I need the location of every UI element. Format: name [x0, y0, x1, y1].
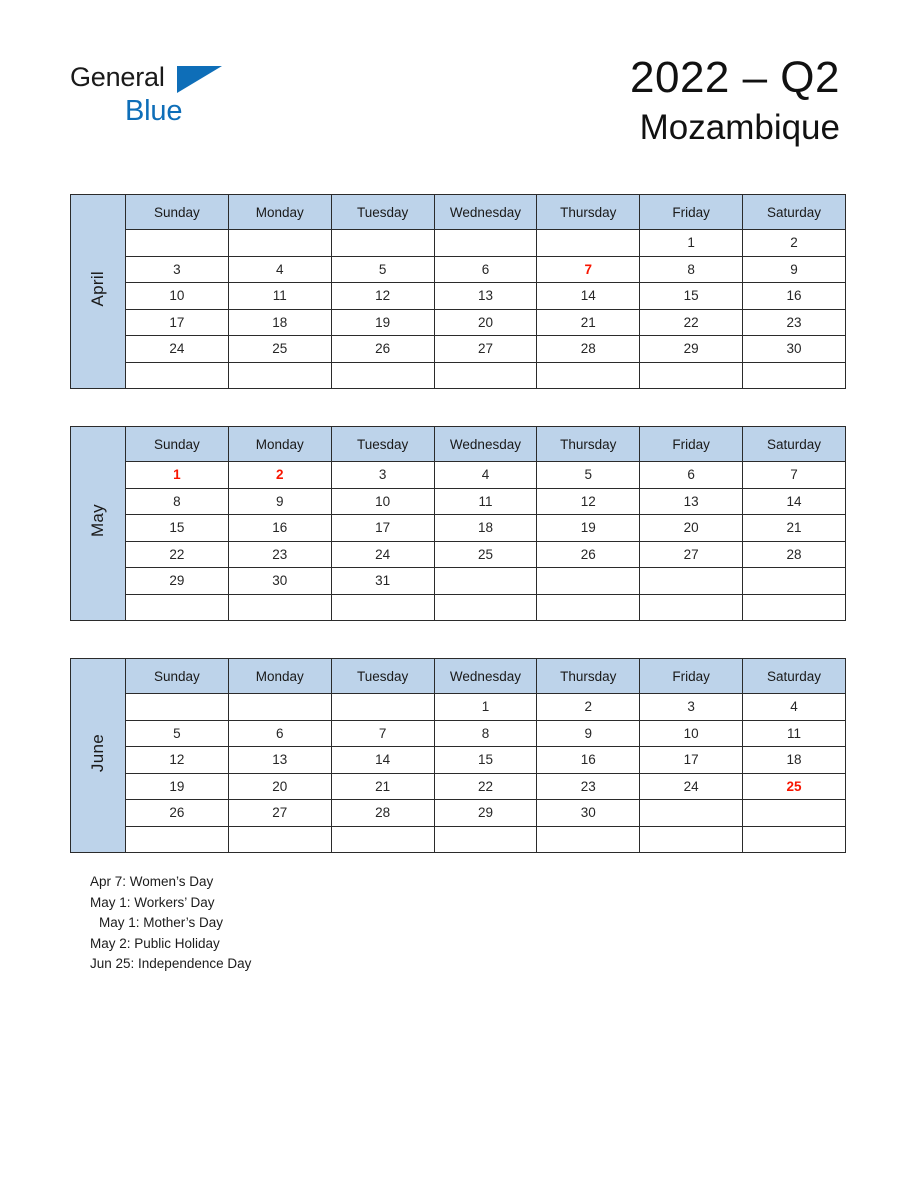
calendar-day-empty [228, 826, 331, 853]
weekday-header-row [71, 659, 846, 694]
calendar-day-empty [126, 362, 229, 389]
weekday-header-sunday: Sunday [126, 195, 229, 230]
calendar-day-cell[interactable]: 19 [537, 515, 640, 542]
calendar-day-cell[interactable]: 20 [434, 309, 537, 336]
weekday-header-thursday: Thursday [537, 659, 640, 694]
calendar-day-cell[interactable]: 15 [126, 515, 229, 542]
calendar-day-cell[interactable]: 28 [331, 800, 434, 827]
calendar-day-cell[interactable]: 27 [228, 800, 331, 827]
calendar-day-cell[interactable]: 13 [640, 488, 743, 515]
calendar-day-cell[interactable]: 11 [743, 720, 846, 747]
calendar-week-row [71, 515, 846, 542]
month-label-cell [71, 195, 126, 389]
calendar-day-empty [640, 594, 743, 621]
calendar-table [70, 658, 846, 853]
calendar-week-row [71, 720, 846, 747]
calendar-day-empty [434, 568, 537, 595]
weekday-header-saturday: Saturday [743, 195, 846, 230]
calendar-day-cell[interactable]: 22 [126, 541, 229, 568]
brand-logo [70, 60, 300, 130]
calendar-week-row [71, 256, 846, 283]
legend-item: May 2: Public Holiday [90, 935, 220, 951]
calendar-day-empty [537, 826, 640, 853]
weekday-header-friday: Friday [640, 195, 743, 230]
weekday-header-tuesday: Tuesday [331, 195, 434, 230]
weekday-header-monday: Monday [228, 195, 331, 230]
calendar-week-row [71, 309, 846, 336]
calendar-week-row [71, 541, 846, 568]
weekday-header-row [71, 195, 846, 230]
calendar-day-cell[interactable]: 17 [126, 309, 229, 336]
calendar-day-cell[interactable]: 15 [640, 283, 743, 310]
calendar-day-cell[interactable]: 17 [640, 747, 743, 774]
calendar-day-empty [537, 362, 640, 389]
calendar-day-cell[interactable]: 26 [126, 800, 229, 827]
calendar-day-cell[interactable]: 27 [640, 541, 743, 568]
weekday-header-tuesday: Tuesday [331, 427, 434, 462]
calendar-day-cell[interactable]: 21 [537, 309, 640, 336]
calendar-day-cell[interactable]: 22 [434, 773, 537, 800]
calendar-day-cell[interactable]: 4 [228, 256, 331, 283]
calendar-day-cell[interactable]: 26 [537, 541, 640, 568]
calendar-day-cell[interactable]: 2 [743, 230, 846, 257]
weekday-header-thursday: Thursday [537, 195, 640, 230]
month-label-cell [71, 659, 126, 853]
calendar-day-cell[interactable]: 19 [331, 309, 434, 336]
calendar-day-cell[interactable]: 24 [126, 336, 229, 363]
calendar-day-cell[interactable]: 21 [743, 515, 846, 542]
calendar-day-cell[interactable]: 1 [434, 694, 537, 721]
calendar-day-cell[interactable]: 1 [640, 230, 743, 257]
calendar-day-cell[interactable]: 22 [640, 309, 743, 336]
month-name: June [88, 733, 107, 773]
title-block [630, 52, 840, 150]
calendar-day-cell[interactable]: 10 [331, 488, 434, 515]
calendar-table [70, 194, 846, 389]
brand-name-blue: Blue [125, 95, 183, 127]
calendar-day-empty [331, 694, 434, 721]
calendar-day-cell[interactable]: 5 [331, 256, 434, 283]
page-title: 2022 – Q2 [630, 53, 840, 102]
calendar-day-empty [126, 594, 229, 621]
calendar-day-empty [126, 694, 229, 721]
calendar-day-cell[interactable]: 20 [228, 773, 331, 800]
month-label-cell [71, 427, 126, 621]
weekday-header-wednesday: Wednesday [434, 659, 537, 694]
calendar-day-cell[interactable]: 9 [228, 488, 331, 515]
calendar-day-cell[interactable]: 16 [228, 515, 331, 542]
calendar-week-row [71, 800, 846, 827]
calendar-day-cell[interactable]: 3 [126, 256, 229, 283]
calendar-day-cell[interactable]: 18 [228, 309, 331, 336]
calendar-day-cell[interactable]: 8 [434, 720, 537, 747]
calendar-day-empty [126, 826, 229, 853]
page-header [0, 0, 918, 180]
month-name: April [88, 271, 107, 307]
page-subtitle: Mozambique [639, 108, 840, 147]
calendar-day-empty [743, 826, 846, 853]
calendar-day-cell[interactable]: 3 [331, 462, 434, 489]
calendar-week-row [71, 826, 846, 853]
calendar-week-row [71, 594, 846, 621]
calendar-day-empty [640, 362, 743, 389]
calendar-day-cell[interactable]: 10 [126, 283, 229, 310]
calendar-day-cell[interactable]: 20 [640, 515, 743, 542]
calendar-day-cell[interactable]: 30 [743, 336, 846, 363]
calendar-day-cell[interactable]: 1 [126, 462, 229, 489]
calendar-day-cell[interactable]: 7 [331, 720, 434, 747]
calendar-day-cell[interactable]: 24 [331, 541, 434, 568]
calendar-day-cell[interactable]: 6 [640, 462, 743, 489]
calendar-day-cell[interactable]: 29 [126, 568, 229, 595]
calendar-day-empty [331, 362, 434, 389]
calendar-week-row [71, 462, 846, 489]
calendar-week-row [71, 362, 846, 389]
calendar-day-empty [537, 230, 640, 257]
calendar-day-empty [743, 568, 846, 595]
calendar-day-cell[interactable]: 6 [228, 720, 331, 747]
calendar-day-cell[interactable]: 2 [537, 694, 640, 721]
legend-item: May 1: Mother’s Day [99, 915, 224, 930]
calendar-day-cell[interactable]: 16 [743, 283, 846, 310]
calendar-day-cell[interactable]: 5 [537, 462, 640, 489]
calendar-day-cell[interactable]: 13 [228, 747, 331, 774]
calendar-day-cell[interactable]: 27 [434, 336, 537, 363]
calendar-day-empty [228, 694, 331, 721]
calendar-day-cell[interactable]: 17 [331, 515, 434, 542]
calendar-day-cell[interactable]: 25 [434, 541, 537, 568]
calendar-day-cell[interactable]: 11 [434, 488, 537, 515]
calendar-day-cell[interactable]: 9 [537, 720, 640, 747]
calendar-day-cell[interactable]: 4 [434, 462, 537, 489]
calendar-day-cell[interactable]: 23 [228, 541, 331, 568]
calendar-week-row [71, 568, 846, 595]
calendar-day-cell[interactable]: 30 [228, 568, 331, 595]
calendar-day-cell[interactable]: 28 [743, 541, 846, 568]
calendar-day-cell[interactable]: 7 [743, 462, 846, 489]
calendar-day-cell[interactable]: 25 [743, 773, 846, 800]
weekday-header-wednesday: Wednesday [434, 195, 537, 230]
calendar-day-cell[interactable]: 12 [537, 488, 640, 515]
calendar-month-june [70, 658, 846, 853]
calendar-day-empty [743, 362, 846, 389]
calendar-day-cell[interactable]: 14 [331, 747, 434, 774]
calendar-day-empty [126, 230, 229, 257]
calendar-day-cell[interactable]: 29 [434, 800, 537, 827]
calendar-week-row [71, 488, 846, 515]
calendar-day-cell[interactable]: 31 [331, 568, 434, 595]
calendar-day-cell[interactable]: 23 [537, 773, 640, 800]
calendar-day-empty [434, 230, 537, 257]
calendar-day-cell[interactable]: 6 [434, 256, 537, 283]
calendar-day-cell[interactable]: 14 [743, 488, 846, 515]
calendar-day-cell[interactable]: 10 [640, 720, 743, 747]
legend-item: Jun 25: Independence Day [90, 956, 252, 971]
calendar-day-empty [640, 568, 743, 595]
calendar-day-cell[interactable]: 8 [126, 488, 229, 515]
calendar-day-empty [640, 800, 743, 827]
calendar-day-empty [228, 362, 331, 389]
calendar-day-empty [434, 594, 537, 621]
holiday-legend [90, 872, 590, 975]
calendar-day-cell[interactable]: 2 [228, 462, 331, 489]
brand-name-general: General [70, 62, 165, 92]
calendar-day-cell[interactable]: 5 [126, 720, 229, 747]
legend-item: Apr 7: Women’s Day [90, 874, 214, 889]
calendar-day-empty [640, 826, 743, 853]
calendar-week-row [71, 747, 846, 774]
legend-item: May 1: Workers’ Day [90, 894, 215, 910]
calendar-day-cell[interactable]: 30 [537, 800, 640, 827]
calendar-day-cell[interactable]: 12 [126, 747, 229, 774]
calendar-day-cell[interactable]: 18 [743, 747, 846, 774]
calendar-week-row [71, 230, 846, 257]
calendar-day-cell[interactable]: 21 [331, 773, 434, 800]
weekday-header-row [71, 427, 846, 462]
weekday-header-sunday: Sunday [126, 659, 229, 694]
calendar-week-row [71, 336, 846, 363]
calendar-day-empty [331, 594, 434, 621]
weekday-header-sunday: Sunday [126, 427, 229, 462]
calendar-day-empty [743, 594, 846, 621]
calendar-day-cell[interactable]: 3 [640, 694, 743, 721]
weekday-header-saturday: Saturday [743, 659, 846, 694]
calendar-day-cell[interactable]: 16 [537, 747, 640, 774]
calendar-day-empty [228, 230, 331, 257]
calendar-day-cell[interactable]: 13 [434, 283, 537, 310]
weekday-header-monday: Monday [228, 659, 331, 694]
weekday-header-friday: Friday [640, 659, 743, 694]
calendar-month-may [70, 426, 846, 621]
calendar-day-empty [537, 594, 640, 621]
calendar-day-cell[interactable]: 14 [537, 283, 640, 310]
calendar-week-row [71, 694, 846, 721]
calendar-day-empty [228, 594, 331, 621]
calendar-table [70, 426, 846, 621]
calendar-day-empty [434, 362, 537, 389]
calendar-day-cell[interactable]: 7 [537, 256, 640, 283]
calendar-day-cell[interactable]: 4 [743, 694, 846, 721]
calendar-day-cell[interactable]: 29 [640, 336, 743, 363]
triangle-icon [177, 66, 222, 93]
calendar-day-cell[interactable]: 8 [640, 256, 743, 283]
calendar-day-empty [331, 230, 434, 257]
calendar-day-cell[interactable]: 24 [640, 773, 743, 800]
calendar-day-empty [434, 826, 537, 853]
weekday-header-wednesday: Wednesday [434, 427, 537, 462]
weekday-header-saturday: Saturday [743, 427, 846, 462]
calendar-day-empty [331, 826, 434, 853]
month-name: May [88, 504, 107, 538]
calendar-day-cell[interactable]: 18 [434, 515, 537, 542]
calendar-day-cell[interactable]: 15 [434, 747, 537, 774]
calendar-day-cell[interactable]: 11 [228, 283, 331, 310]
calendar-day-cell[interactable]: 9 [743, 256, 846, 283]
calendar-day-empty [743, 800, 846, 827]
calendar-month-april [70, 194, 846, 389]
weekday-header-monday: Monday [228, 427, 331, 462]
weekday-header-friday: Friday [640, 427, 743, 462]
calendar-day-cell[interactable]: 28 [537, 336, 640, 363]
weekday-header-tuesday: Tuesday [331, 659, 434, 694]
calendar-day-cell[interactable]: 19 [126, 773, 229, 800]
calendar-day-cell[interactable]: 25 [228, 336, 331, 363]
calendar-day-cell[interactable]: 26 [331, 336, 434, 363]
calendar-day-cell[interactable]: 12 [331, 283, 434, 310]
calendar-week-row [71, 283, 846, 310]
calendar-day-empty [537, 568, 640, 595]
weekday-header-thursday: Thursday [537, 427, 640, 462]
calendar-day-cell[interactable]: 23 [743, 309, 846, 336]
calendar-week-row [71, 773, 846, 800]
